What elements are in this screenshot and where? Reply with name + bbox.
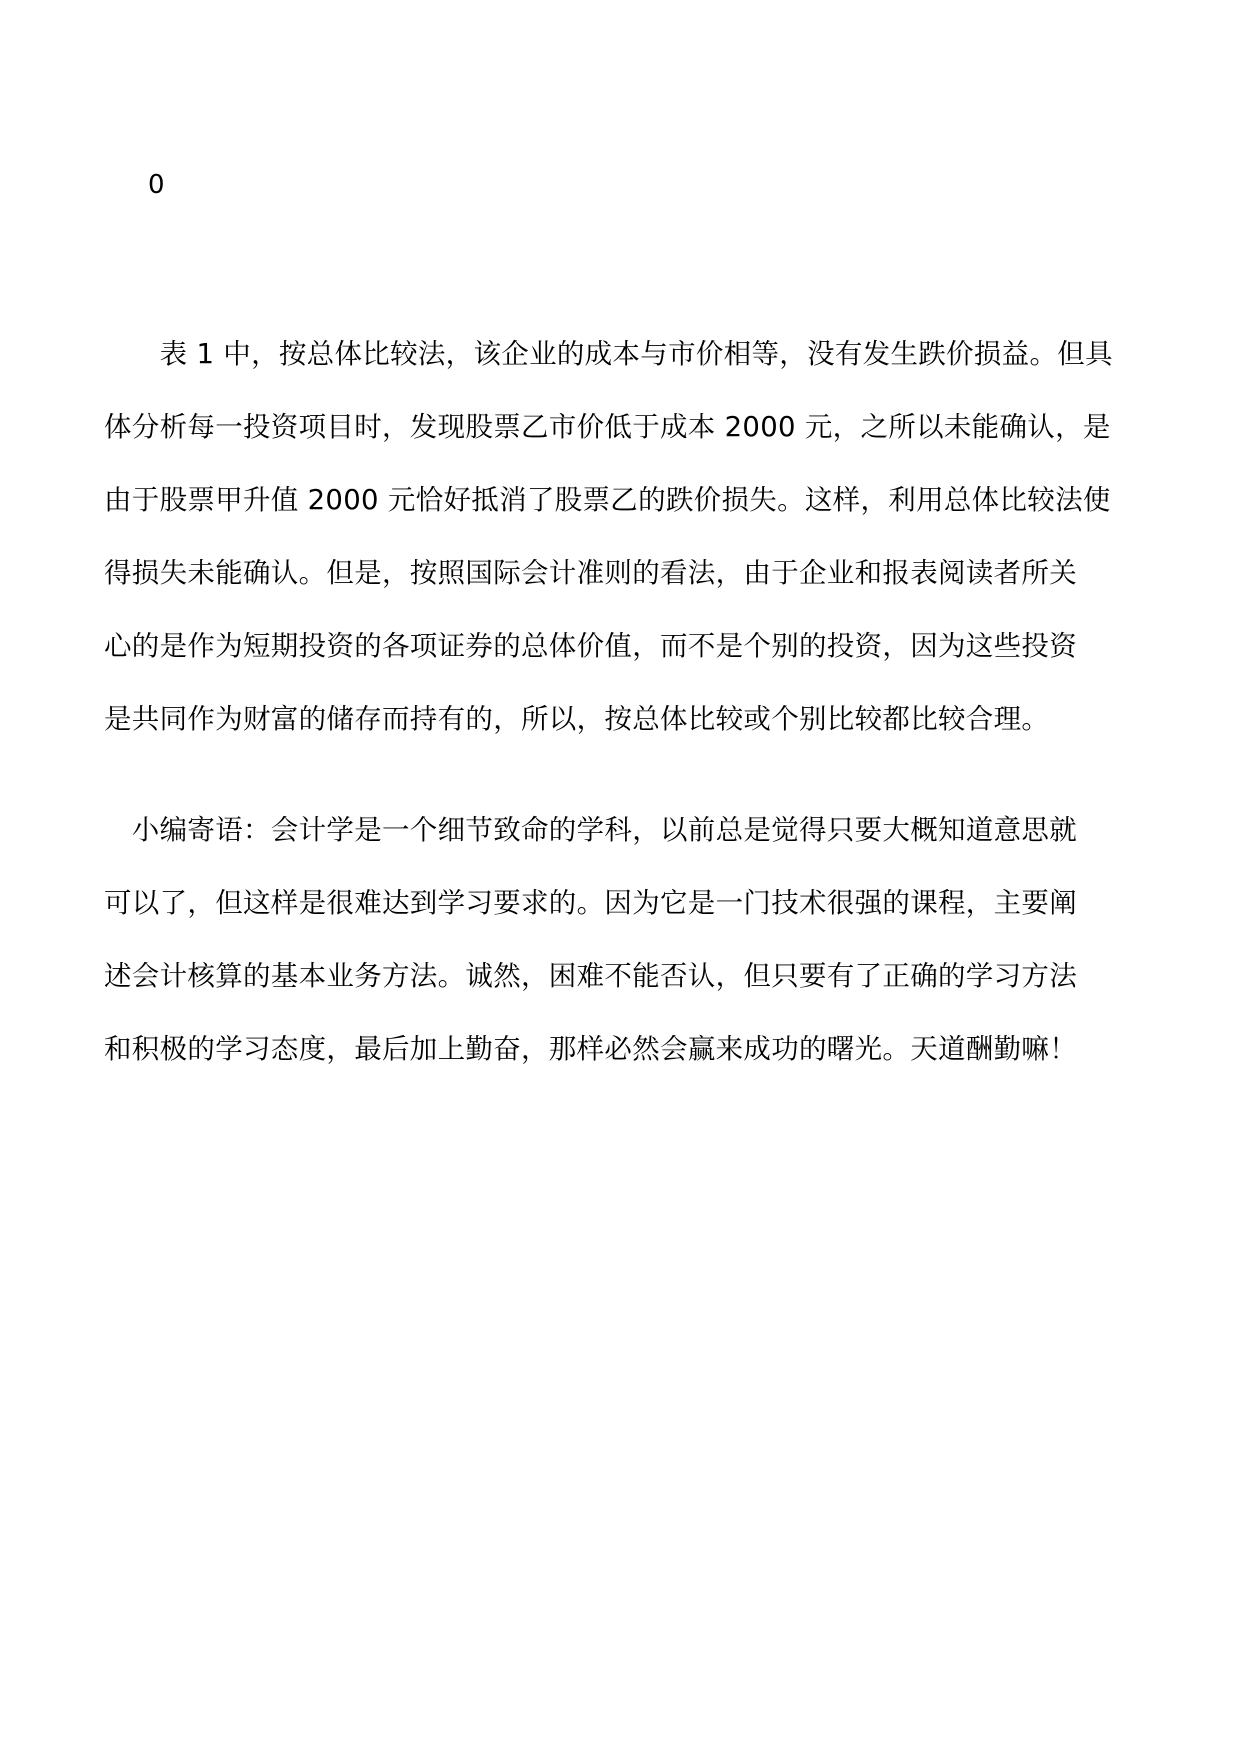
paragraph-editor-note bbox=[104, 794, 1134, 1086]
paragraph-line: 心的是作为短期投资的各项证券的总体价值，而不是个别的投资，因为这些投资 bbox=[104, 630, 1077, 662]
paragraph-line: 和积极的学习态度，最后加上勤奋，那样必然会赢来成功的曙光。天道酬勤嘛！ bbox=[104, 1033, 1077, 1065]
paragraph-line: 表 1 中，按总体比较法，该企业的成本与市价相等，没有发生跌价损益。但具 bbox=[104, 338, 1113, 370]
paragraph-line: 可以了，但这样是很难达到学习要求的。因为它是一门技术很强的课程，主要阐 bbox=[104, 887, 1077, 919]
paragraph-line: 体分析每一投资项目时，发现股票乙市价低于成本 2000 元，之所以未能确认，是 bbox=[104, 411, 1111, 443]
page-number: 0 bbox=[148, 170, 165, 200]
paragraph-line: 述会计核算的基本业务方法。诚然，困难不能否认，但只要有了正确的学习方法 bbox=[104, 960, 1077, 992]
paragraph-line: 小编寄语：会计学是一个细节致命的学科，以前总是觉得只要大概知道意思就 bbox=[104, 814, 1077, 846]
paragraph-line: 由于股票甲升值 2000 元恰好抵消了股票乙的跌价损失。这样，利用总体比较法使 bbox=[104, 484, 1111, 516]
paragraph-comparison-method bbox=[104, 318, 1134, 756]
paragraph-line: 得损失未能确认。但是，按照国际会计准则的看法，由于企业和报表阅读者所关 bbox=[104, 557, 1077, 589]
paragraph-line: 是共同作为财富的储存而持有的，所以，按总体比较或个别比较都比较合理。 bbox=[104, 703, 1050, 735]
